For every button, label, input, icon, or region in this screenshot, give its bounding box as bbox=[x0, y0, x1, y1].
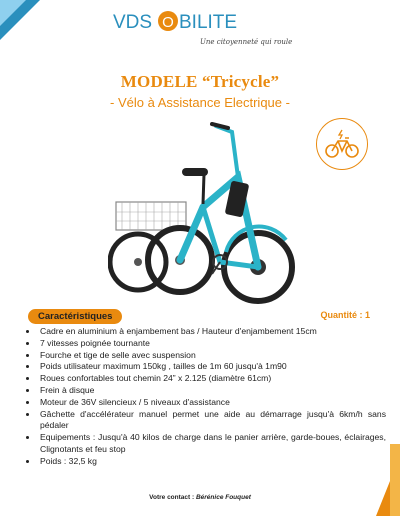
spec-item: • Cadre en aluminium à enjambement bas / Hauteur d'enjambement 15cm bbox=[38, 326, 386, 338]
spec-item: • Poids utilisateur maximum 150kg , tailles de 1m 60 jusqu'à 1m90 bbox=[38, 361, 386, 373]
brand-name-o: O bbox=[162, 14, 174, 31]
page-subtitle: - Vélo à Assistance Electrique - bbox=[110, 95, 290, 110]
spec-item: • Gâchette d'accélérateur manuel permet une aide au démarrage jusqu'à 6km/h sans pédaler bbox=[38, 409, 386, 433]
brand-name-right: BILITE bbox=[179, 12, 238, 33]
contact-line bbox=[0, 494, 400, 501]
spec-item: • Roues confortables tout chemin 24” x 2.125 (diamètre 61cm) bbox=[38, 373, 386, 385]
brand-name-left: VDS bbox=[113, 12, 153, 33]
contact-name: Bérénice Fouquet bbox=[195, 494, 251, 501]
spec-item: • Fourche et tige de selle avec suspension bbox=[38, 350, 386, 362]
ebike-icon bbox=[316, 118, 368, 170]
quantity-label: Quantité : 1 bbox=[320, 310, 370, 320]
spec-item: • Frein à disque bbox=[38, 385, 386, 397]
contact-label: Votre contact : bbox=[149, 494, 195, 501]
brand-tagline: Une citoyenneté qui roule bbox=[200, 38, 293, 46]
brand-logo bbox=[105, 6, 295, 50]
specs-header-label: Caractéristiques bbox=[28, 309, 122, 324]
spec-item: • Poids : 32,5 kg bbox=[38, 456, 386, 468]
spec-item: • Equipements : Jusqu'à 40 kilos de charge dans le panier arrière, garde-boues, éclairages, Clignotants et feu stop bbox=[38, 432, 386, 456]
tricycle-image bbox=[108, 112, 298, 312]
corner-decoration-bottom-right-light bbox=[390, 444, 400, 516]
specs-list bbox=[24, 326, 386, 468]
page-title: MODELE “Tricycle” bbox=[120, 72, 280, 91]
spec-item: • Moteur de 36V silencieux / 5 niveaux d'assistance bbox=[38, 397, 386, 409]
corner-decoration-top-left-light bbox=[0, 0, 26, 26]
spec-item: • 7 vitesses poignée tournante bbox=[38, 338, 386, 350]
specs-header bbox=[28, 309, 372, 323]
